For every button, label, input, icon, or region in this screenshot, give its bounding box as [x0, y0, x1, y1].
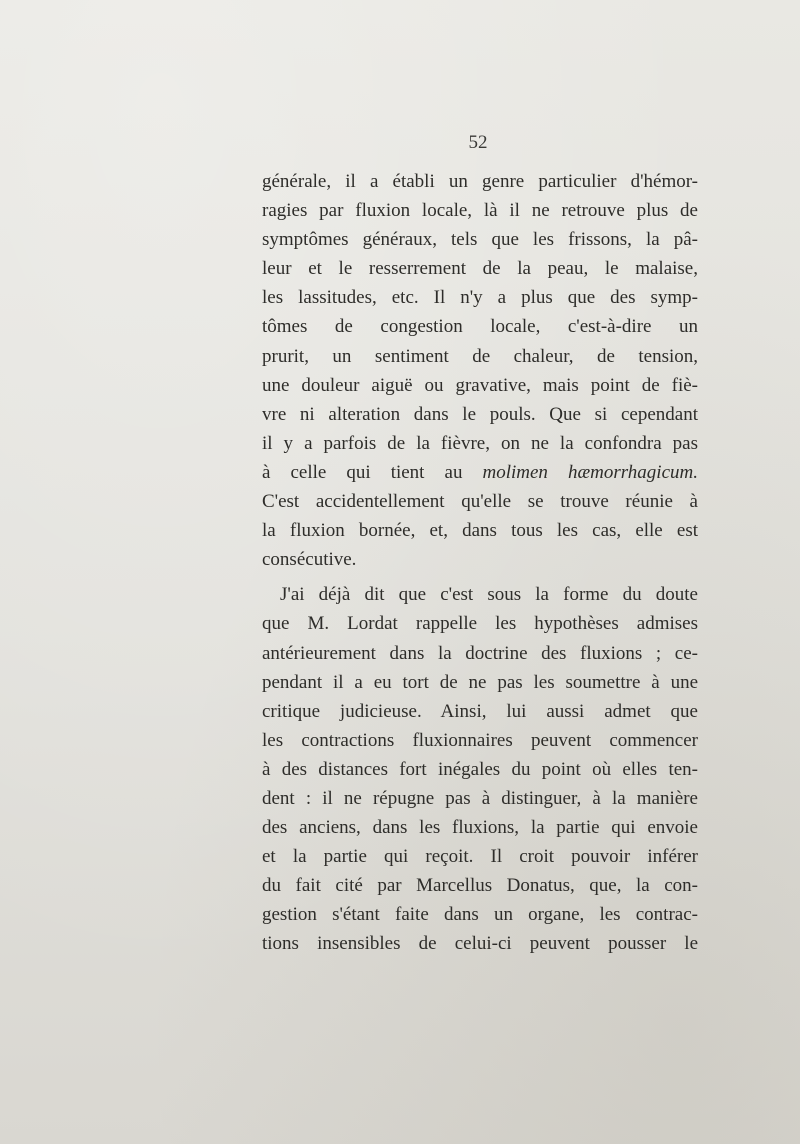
text-line: une douleur aiguë ou gravative, mais point de fiè-	[262, 374, 698, 396]
text-line: J'ai déjà dit que c'est sous la forme du doute	[280, 584, 698, 606]
latin-term: molimen hæmorrhagicum.	[482, 461, 698, 483]
text-line: gestion s'étant faite dans un organe, les contrac-	[262, 904, 698, 926]
text-line: générale, il a établi un genre particulier d'hémor-	[262, 171, 698, 192]
text-line: à des distances fort inégales du point où elles ten-	[262, 758, 698, 780]
text-line: que M. Lordat rappelle les hypothèses admises	[262, 613, 698, 635]
text-line: dent : il ne répugne pas à distinguer, à la manière	[262, 787, 698, 809]
text-line: des anciens, dans les fluxions, la partie qui envoie	[262, 817, 698, 839]
text-line: et la partie qui reçoit. Il croit pouvoir inférer	[262, 846, 698, 868]
text-line: il y a parfois de la fièvre, on ne la confondra pas	[262, 432, 698, 454]
text-segment: à celle qui tient au	[262, 461, 483, 483]
text-line: antérieurement dans la doctrine des fluxions ; ce-	[262, 642, 698, 664]
text-line: vre ni alteration dans le pouls. Que si cependant	[262, 403, 698, 425]
text-line: prurit, un sentiment de chaleur, de tension,	[262, 345, 698, 367]
text-line: la fluxion bornée, et, dans tous les cas, elle est	[262, 520, 698, 542]
page-number: 52	[468, 132, 488, 153]
text-line: ragies par fluxion locale, là il ne retrouve plus de	[262, 200, 698, 222]
text-line-with-italic	[262, 458, 698, 487]
text-line: consécutive.	[262, 549, 357, 571]
text-line: les lassitudes, etc. Il n'y a plus que des symp-	[262, 287, 698, 309]
text-line: pendant il a eu tort de ne pas les soumettre à une	[262, 671, 698, 693]
text-line: leur et le resserrement de la peau, le malaise,	[262, 258, 698, 280]
text-line: du fait cité par Marcellus Donatus, que, la con-	[262, 875, 698, 897]
text-line: tions insensibles de celui-ci peuvent pousser le	[262, 933, 698, 955]
text-line: symptômes généraux, tels que les frissons, la pâ-	[262, 229, 698, 251]
body-text	[262, 167, 698, 959]
text-line: les contractions fluxionnaires peuvent commencer	[262, 729, 698, 751]
text-line: tômes de congestion locale, c'est-à-dire un	[262, 316, 698, 338]
text-line: critique judicieuse. Ainsi, lui aussi admet que	[262, 700, 698, 722]
text-line: C'est accidentellement qu'elle se trouve réunie à	[262, 491, 698, 513]
